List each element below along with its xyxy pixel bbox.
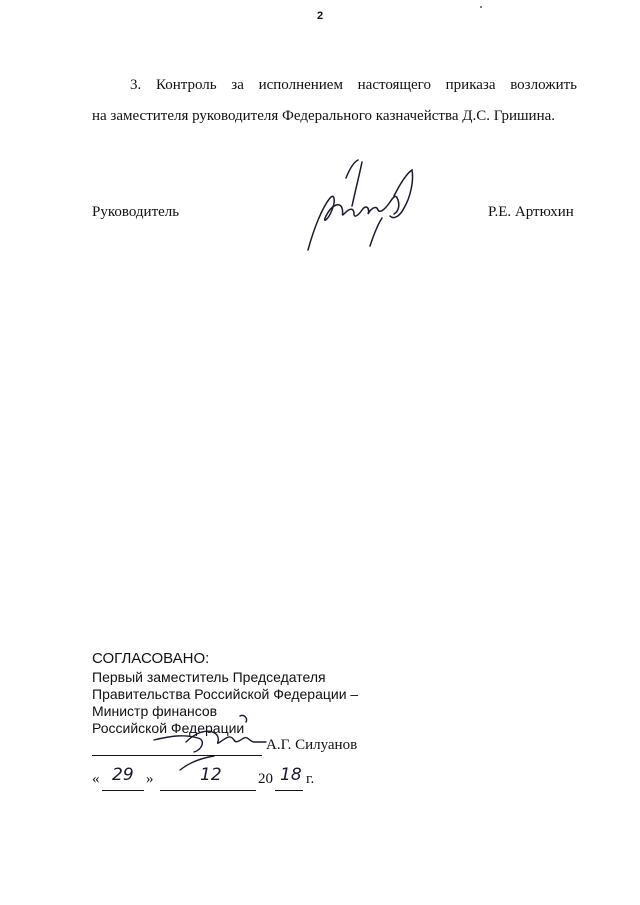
date-day: 29 bbox=[112, 765, 134, 785]
date-year-suffix: 18 bbox=[280, 765, 302, 785]
signature-artyukhin bbox=[300, 158, 418, 258]
paragraph-line-1: 3. Контроль за исполнением настоящего приказа возложить bbox=[130, 77, 577, 93]
page-number: 2 bbox=[316, 10, 324, 22]
signatory-title: Руководитель bbox=[92, 204, 180, 220]
signatory-name: Р.Е. Артюхин bbox=[488, 204, 574, 220]
approval-name: А.Г. Силуанов bbox=[266, 737, 358, 753]
date-day-underline bbox=[102, 790, 144, 791]
date-month-underline bbox=[160, 790, 256, 791]
signature-underline bbox=[92, 755, 262, 756]
approval-date bbox=[92, 765, 352, 801]
approval-line: Российской Федерации bbox=[92, 720, 245, 736]
paragraph-line-2: на заместителя руководителя Федерального казначейства Д.С. Гришина. bbox=[92, 108, 556, 124]
scan-artifact bbox=[480, 6, 482, 8]
approval-line: Первый заместитель Председателя bbox=[92, 669, 326, 685]
date-open-quote: « bbox=[92, 771, 100, 787]
date-month: 12 bbox=[200, 765, 222, 785]
date-close-quote: » bbox=[146, 771, 154, 787]
order-paragraph bbox=[92, 70, 577, 132]
date-year-underline bbox=[275, 790, 303, 791]
approval-line: Правительства Российской Федерации – bbox=[92, 686, 359, 702]
date-year-prefix: 20 bbox=[258, 771, 273, 787]
date-year-unit: г. bbox=[306, 771, 315, 787]
signature-siluanov bbox=[150, 712, 270, 772]
approval-line: Министр финансов bbox=[92, 703, 218, 719]
approval-header: СОГЛАСОВАНО: bbox=[92, 650, 210, 667]
